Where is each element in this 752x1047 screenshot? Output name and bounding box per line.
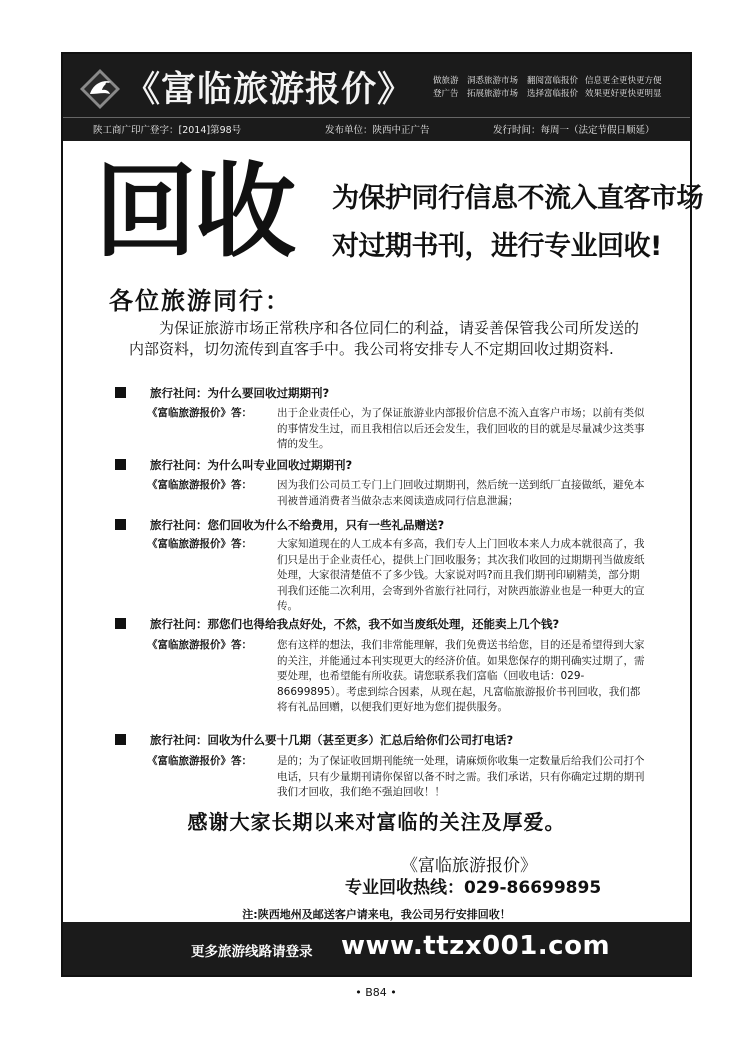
- slogan-item: 洞悉旅游市场: [467, 76, 519, 86]
- page-frame: [61, 52, 703, 977]
- slogan-item: 效果更好更快更明显: [585, 89, 662, 99]
- slogan-item: 做旅游: [433, 76, 459, 86]
- answer-text: 是的；为了保证收回期刊能统一处理，请麻烦你收集一定数量后给我们公司打个电话，只有少量期刊请你保留以备不时之需。我们承诺，只有你确定过期的期刊我们才回收，我们绝不强迫回收！！: [277, 755, 645, 798]
- answer-label: 《富临旅游报价》答：: [147, 479, 252, 491]
- question-text: 旅行社问：您们回收为什么不给费用，只有一些礼品赠送?: [150, 518, 445, 532]
- answer: [147, 478, 647, 509]
- answer: [147, 754, 647, 801]
- question-text: 旅行社问：那您们也得给我点好处，不然，我不如当废纸处理，还能卖上几个钱?: [150, 617, 560, 631]
- slogan-item: 信息更全更快更方便: [585, 76, 662, 86]
- publisher: 发布单位：陕西中正广告: [325, 125, 430, 136]
- slogan-grid: [433, 75, 683, 101]
- question-text: 旅行社问：为什么要回收过期期刊?: [150, 386, 330, 400]
- answer: [147, 406, 647, 453]
- question-text: 旅行社问：回收为什么要十几期（甚至更多）汇总后给你们公司打电话?: [150, 733, 514, 747]
- headline-line-1: 为保护同行信息不流入直客市场: [332, 183, 703, 214]
- answer-text: 大家知道现在的人工成本有多高，我们专人上门回收本来人力成本就很高了，我们只是出于企业责任心，提供上门回收服务；其次我们收回的过期期刊当做废纸处理，大家很清楚值不了多少钱。大家说对吗?而且我们期刊印刷精美，部分期刊我们还能二次利用，会寄到外省旅行社同行，对陕西旅游业也是一种更大的宣传。: [277, 538, 645, 612]
- question: [115, 517, 444, 533]
- website-link[interactable]: www.ttzx001.com: [341, 931, 611, 961]
- signature-name: 《富临旅游报价》: [401, 856, 537, 876]
- answer-label: 《富临旅游报价》答：: [147, 407, 252, 419]
- bullet-square-icon: [115, 387, 126, 398]
- bullet-square-icon: [115, 519, 126, 530]
- answer-label: 《富临旅游报价》答：: [147, 538, 252, 550]
- intro-paragraph: 为保证旅游市场正常秩序和各位同仁的利益，请妥善保管我公司所发送的内部资料，切勿流传到直客手中。我公司将安排专人不定期回收过期资料.: [129, 319, 640, 358]
- answer-label: 《富临旅游报价》答：: [147, 755, 252, 767]
- answer-label: 《富临旅游报价》答：: [147, 639, 252, 651]
- answer: [147, 638, 647, 716]
- headline-line-2: 对过期书刊，进行专业回收!: [332, 231, 662, 262]
- registration-number: 陕工商广印广登字：[2014]第98号: [93, 125, 242, 136]
- thanks-message: 感谢大家长期以来对富临的关注及厚爱。: [187, 810, 566, 834]
- slogan-item: 拓展旅游市场: [467, 89, 519, 99]
- slogan-item: 登广告: [433, 89, 459, 99]
- question: [115, 732, 513, 748]
- bullet-square-icon: [115, 618, 126, 629]
- publish-schedule: 发行时间：每周一（法定节假日顺延）: [493, 125, 655, 136]
- header-divider: [63, 117, 690, 118]
- brand-logo: [79, 68, 121, 110]
- answer-text: 出于企业责任心，为了保证旅游业内部报价信息不流入直客户市场；以前有类似的事情发生过，而且我相信以后还会发生，我们回收的目的就是尽量减少这类事情的发生。: [277, 407, 645, 450]
- bullet-square-icon: [115, 459, 126, 470]
- footer-label: 更多旅游线路请登录: [191, 944, 313, 960]
- footnote: 注:陕西地州及邮送客户请来电，我公司另行安排回收！: [242, 908, 511, 921]
- masthead: [63, 54, 690, 141]
- greeting: 各位旅游同行：: [109, 287, 291, 315]
- slogan-item: 选择富临报价: [527, 89, 579, 99]
- recycle-headline: 回收: [95, 152, 293, 272]
- footer-bar: [63, 922, 690, 975]
- bullet-square-icon: [115, 734, 126, 745]
- answer-text: 因为我们公司员工专门上门回收过期期刊，然后统一送到纸厂直接做纸，避免本刊被普通消费者当做杂志来阅读造成同行信息泄漏；: [277, 479, 645, 507]
- page-number: • B84 •: [355, 986, 397, 999]
- question: [115, 616, 559, 632]
- question-text: 旅行社问：为什么叫专业回收过期期刊?: [150, 458, 353, 472]
- question: [115, 385, 329, 401]
- answer-text: 您有这样的想法，我们非常能理解，我们免费送书给您，目的还是希望得到大家的关注，并能通过本刊实现更大的经济价值。如果您保存的期刊确实过期了，需要处理，也希望能有所收获。请您联系我们富临（回收电话：029-86699895）。考虑到综合因素，从现在起，凡富临旅游报价书刊回收，我们都将有礼品回赠，以便我们更好地为您们提供服务。: [277, 639, 645, 713]
- question: [115, 457, 352, 473]
- recycle-hotline: 专业回收热线：029-86699895: [345, 878, 602, 898]
- answer: [147, 537, 647, 615]
- brand-title: 《富临旅游报价》: [125, 70, 414, 110]
- slogan-item: 翻阅富临报价: [527, 76, 579, 86]
